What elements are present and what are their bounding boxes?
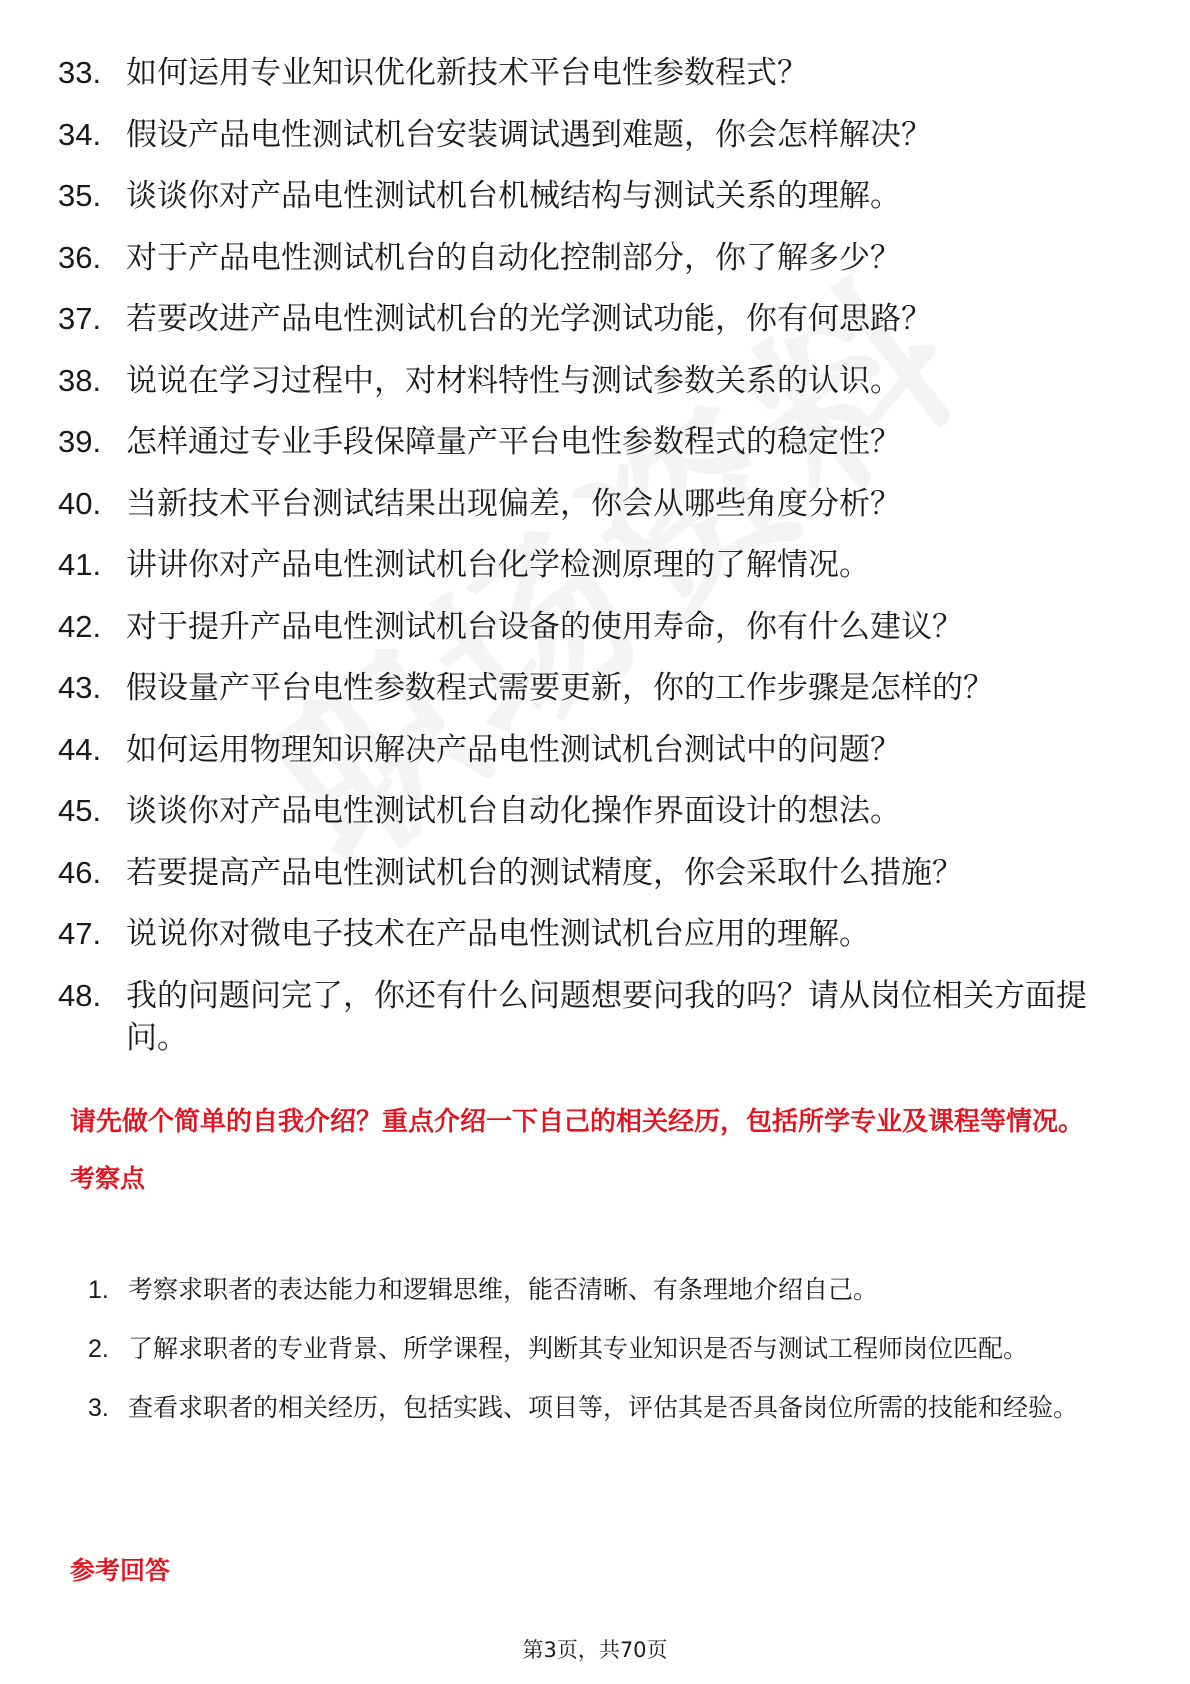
question-text: 对于提升产品电性测试机台设备的使用寿命，你有什么建议？ [126,608,963,645]
question-item [58,667,1138,709]
question-number: 39. [58,424,102,459]
assessment-number: 3. [88,1394,109,1422]
question-number: 33. [58,55,102,90]
question-text: 讲讲你对产品电性测试机台化学检测原理的了解情况。 [126,547,870,583]
question-text: 谈谈你对产品电性测试机台机械结构与测试关系的理解。 [126,178,901,214]
question-item [58,975,1138,1059]
question-item [58,790,1138,832]
question-item [58,360,1138,402]
assessment-text: 查看求职者的相关经历，包括实践、项目等，评估其是否具备岗位所需的技能和经验。 [128,1393,1079,1422]
question-item [58,913,1138,955]
question-number: 38. [58,362,102,398]
question-text: 假设量产平台电性参数程式需要更新，你的工作步骤是怎样的？ [126,670,994,706]
question-item [58,606,1138,648]
question-text: 如何运用物理知识解决产品电性测试机台测试中的问题？ [126,731,901,768]
assessment-list [88,1262,1128,1439]
question-number: 36. [58,239,102,275]
question-text: 说说你对微电子技术在产品电性测试机台应用的理解。 [126,916,870,952]
question-text: 若要改进产品电性测试机台的光学测试功能，你有何思路？ [126,301,932,337]
question-number: 44. [58,731,102,767]
question-item [58,114,1138,156]
question-text: 当新技术平台测试结果出现偏差，你会从哪些角度分析？ [126,485,901,522]
assessment-number: 2. [88,1335,109,1363]
question-item [58,483,1138,525]
assessment-item [88,1380,1128,1436]
question-text: 对于产品电性测试机台的自动化控制部分，你了解多少？ [126,239,901,276]
reference-answer-heading: 参考回答 [70,1556,171,1585]
question-text: 谈谈你对产品电性测试机台自动化操作界面设计的想法。 [126,793,901,829]
assessment-item [88,1321,1128,1377]
assessment-text: 考察求职者的表达能力和逻辑思维，能否清晰、有条理地介绍自己。 [128,1275,879,1304]
question-item [58,729,1138,771]
question-text: 如何运用专业知识优化新技术平台电性参数程式？ [126,55,808,91]
question-item [58,298,1138,340]
question-item [58,421,1138,463]
question-number: 37. [58,301,102,336]
assessment-text: 了解求职者的专业背景、所学课程，判断其专业知识是否与测试工程师岗位匹配。 [128,1334,1029,1363]
question-number: 43. [58,670,102,705]
assessment-heading: 考察点 [70,1164,146,1193]
question-text: 若要提高产品电性测试机台的测试精度，你会采取什么措施？ [126,854,963,891]
intro-question-heading: 请先做个简单的自我介绍？重点介绍一下自己的相关经历，包括所学专业及课程等情况。 [70,1107,1085,1137]
assessment-item [88,1262,1128,1318]
question-list [58,52,1138,1078]
question-number: 41. [58,547,102,582]
question-text: 怎样通过专业手段保障量产平台电性参数程式的稳定性？ [126,424,901,460]
question-number: 35. [58,178,102,213]
question-number: 48. [58,977,102,1013]
question-item [58,175,1138,217]
question-text: 假设产品电性测试机台安装调试遇到难题，你会怎样解决？ [126,116,932,153]
question-number: 34. [58,116,102,152]
question-text: 我的问题问完了，你还有什么问题想要问我的吗？请从岗位相关方面提问。 [126,977,1087,1056]
question-number: 47. [58,916,102,951]
question-text: 说说在学习过程中，对材料特性与测试参数关系的认识。 [126,362,901,399]
page-number: 第3页，共70页 [522,1638,668,1662]
question-item [58,52,1138,94]
question-number: 45. [58,793,102,828]
question-number: 42. [58,608,102,644]
assessment-number: 1. [88,1276,109,1304]
question-item [58,237,1138,279]
question-number: 46. [58,854,102,890]
question-item [58,544,1138,586]
question-item [58,852,1138,894]
question-number: 40. [58,485,102,521]
